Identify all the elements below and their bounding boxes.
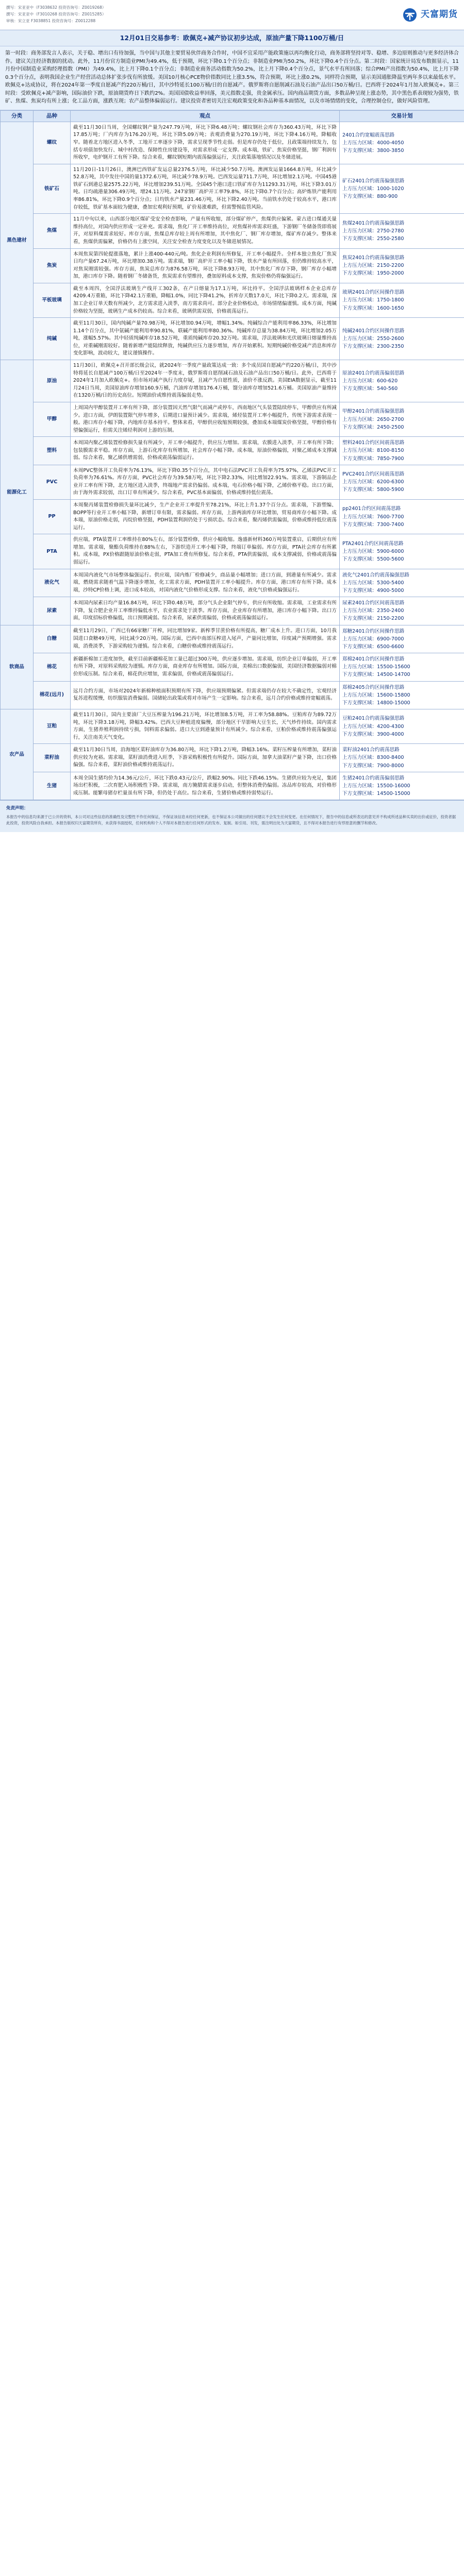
plan-resistance: 上方压力区域：8300-8400 bbox=[342, 755, 404, 761]
table-row bbox=[1, 214, 464, 248]
plan-cell bbox=[340, 597, 464, 625]
view-cell: 截至11月30日当周，全国螺纹钢产量为247.79万吨，环比下降6.48万吨；螺纹钢社会库存为360.43万吨，环比下降17.85万吨；厂内库存为176.20万吨，环比下降5.09万吨；表观消费量为270.19万吨，环比下降4.16万吨，降幅收窄。随着北方地区进入冬季，工地开工率逐步下降，需求呈现季节性走弱。但是库存仍处于低位，且政策端持续发力，包括专项债加快发行、城中村改造、保障性住房建设等，对需求形成一定支撑。成本端，铁矿、焦炭价格坚挺，钢厂利润有所收窄，电炉钢开工有所下降。综合来看，螺纹钢短期内震荡偏强运行，关注政策落地情况以及冬储进展。 bbox=[71, 122, 340, 164]
view-cell: 本周全国生猪均价为14.36元/公斤，环比下跌0.43元/公斤，跌幅2.90%。同比下跌46.15%。生猪供应较为充足，集团场出栏积极，二次育肥入场积极性下降。需求端，南方腌腊需求逐步启动，但整体消费仍偏弱。冻品库存较高，对价格形成压制。能繁母猪存栏量虽有所下降，但仍处于高位。综合来看，生猪价格或维持弱势运行。 bbox=[71, 772, 340, 800]
sector-cell: 能源化工 bbox=[1, 360, 34, 625]
plan-strategy: PTA2401合约区间震荡思路 bbox=[342, 540, 404, 547]
plan-cell bbox=[340, 772, 464, 800]
plan-cell bbox=[340, 164, 464, 213]
plan-resistance: 上方压力区域：1000-1020 bbox=[342, 185, 404, 192]
plan-strategy: 原油2401合约震荡偏弱思路 bbox=[342, 370, 405, 376]
sector-cell: 农产品 bbox=[1, 709, 34, 800]
product-name-cell: 棉花 bbox=[34, 653, 71, 681]
plan-support: 下方支撑区域：1950-2000 bbox=[342, 270, 404, 277]
product-name-cell: 豆粕 bbox=[34, 709, 71, 743]
plan-cell bbox=[340, 437, 464, 465]
product-name-cell: 甲醇 bbox=[34, 402, 71, 436]
plan-strategy: 豆粕2401合约震荡偏强思路 bbox=[342, 716, 405, 722]
plan-strategy: 郑糖2401合约区间操作思路 bbox=[342, 628, 405, 634]
plan-resistance: 上方压力区域：2350-2400 bbox=[342, 608, 404, 614]
author-line-2: 撰写：宋亚亚中（F3010268 投资咨询号：Z0015285） bbox=[6, 12, 106, 17]
plan-strategy: 郑棉2401合约区间操作思路 bbox=[342, 656, 405, 663]
header-sector: 分类 bbox=[1, 110, 34, 122]
disclaimer-text: 本报告中的信息均来源于已公开的资料，本公司对这些信息的准确性及完整性不作任何保证，不保证该信息未经任何更新，也不保证本公司做出的任何建议不会发生任何变更。在任何情况下，报告中的信息或所表达的意见并不构成所述品种买卖的出价或征价，投资者据此投资，投资风险自我承担。本报告版权归天富期货所有，未获得书面授权，任何机构和个人不得对本报告进行任何形式的发布、复制。如引用、刊发，需注明出处为天富期货，且不得对本报告进行有悖原意的删节和修改。 bbox=[6, 814, 456, 826]
view-cell: 截至本周四，全国浮法玻璃生产线开工302条，在产日熔量为17.1万吨，环比持平。全国浮法玻璃样本企业总库存4209.4万重箱，环比下降42.1万重箱，降幅1.0%，同比下降41.2%，折库存天数17.0天，环比下降0.2天。需求端，深加工企业订单天数有所减少，北方需求进入淡季，南方需求尚可。部分企业价格松动，市场情绪偏谨慎。成本方面，纯碱价格较为坚挺，玻璃生产成本仍较高。综合来看，玻璃供需双弱，价格震荡运行。 bbox=[71, 283, 340, 317]
brand-name: 天富期货 bbox=[421, 9, 458, 20]
plan-support: 下方支撑区域：6500-6600 bbox=[342, 643, 404, 650]
view-cell: 截至11月29日，广西已有66家糖厂开榨，同比增加9家。新榨季甘蔗价格有所提高，糖厂成本上升。进口方面，10月我国进口食糖49万吨，同比减少20万吨。国际方面，巴西中南部压榨进入尾声，产量同比增加，印度减产预期增强。需求端，消费淡季，下游采购较为谨慎。综合来看，白糖价格或维持震荡运行。 bbox=[71, 625, 340, 653]
table-row bbox=[1, 402, 464, 436]
view-cell: 供应端，PTA装置开工率维持在80%左右，部分装置检修，供应小幅收缩。逸盛新材料360万吨装置重启，后期供应有所增加。需求端，聚酯负荷维持在88%左右，下游织造开工率小幅下降，终端订单偏弱。库存方面，PTA社会库存有所累积。成本端，PX价格跟随原油价格走弱，PTA加工费有所修复。综合来看，PTA供需偏弱，成本支撑减弱，价格或震荡偏弱运行。 bbox=[71, 534, 340, 569]
plan-resistance: 上方压力区域：2750-2780 bbox=[342, 228, 404, 234]
plan-cell bbox=[340, 534, 464, 569]
plan-strategy: 甲醇2401合约震荡偏强思路 bbox=[342, 409, 405, 415]
view-cell: 本周PVC整体开工负荷率为76.13%，环比下降0.35个百分点，其中电石法PVC开工负荷率为75.97%，乙烯法PVC开工负荷率为76.61%。库存方面，PVC社会库存为39.58万吨，环比下降2.33%，同比增加22.91%。需求端，下游制品企业开工率有所下降，北方地区进入淡季，终端地产需求仍偏弱。成本端，电石价格小幅下降，乙烯价格平稳。出口方面，由于海外需求较弱，出口订单有所减少。综合来看，PVC基本面偏弱，价格或维持低位震荡。 bbox=[71, 465, 340, 499]
product-name-cell: 纯碱 bbox=[34, 318, 71, 360]
product-name-cell: PTA bbox=[34, 534, 71, 569]
plan-strategy: 矿石2401合约震荡偏强思路 bbox=[342, 178, 405, 184]
plan-support: 下方支撑区域：2300-2350 bbox=[342, 344, 404, 350]
plan-support: 下方支撑区域：14500-14700 bbox=[342, 672, 410, 678]
header-product: 品种 bbox=[34, 110, 71, 122]
product-name-cell: PP bbox=[34, 500, 71, 534]
table-row bbox=[1, 437, 464, 465]
plan-support: 下方支撑区域：2450-2500 bbox=[342, 424, 404, 430]
table-row bbox=[1, 681, 464, 709]
product-name-cell: 棉花(远月) bbox=[34, 681, 71, 709]
view-cell: 11月20日-11月26日，澳洲巴西铁矿发运总量2376.5万吨，环比减少50.7万吨。澳洲发运量1664.8万吨，环比减少52.8万吨，其中发往中国的量1372.6万吨，环比减少78.9万吨。巴西发运量711.7万吨，环比增加2.1万吨。中国45港铁矿石到港总量2575.22万吨，环比增加239.51万吨。全国45个港口进口铁矿库存为11293.31万吨，环比下降3.01万吨。日均疏港量306.49万吨，增24.11万吨。247家钢厂高炉开工率79.8%，环比下降0.7个百分点；高炉炼铁产能利用率86.81%，环比下降0.9个百分点；日均铁水产量231.46万吨，环比下降2.40万吨。当前铁水仍处于较高水平，港口库存较低，铁矿基本面较为健康，叠加宏观利好预期，矿价易涨难跌，但需警惕监管风险。 bbox=[71, 164, 340, 213]
product-name-cell: 尿素 bbox=[34, 597, 71, 625]
table-row bbox=[1, 597, 464, 625]
plan-cell bbox=[340, 214, 464, 248]
product-name-cell: 焦炭 bbox=[34, 248, 71, 283]
plan-support: 下方支撑区域：14500-15000 bbox=[342, 791, 410, 797]
plan-resistance: 上方压力区域：8100-8150 bbox=[342, 448, 404, 454]
plan-support: 下方支撑区域：7300-7400 bbox=[342, 521, 404, 528]
brand-logo-icon bbox=[402, 7, 418, 23]
table-row bbox=[1, 744, 464, 772]
disclaimer-title: 免责声明： bbox=[6, 806, 28, 811]
trading-reference-table bbox=[0, 110, 464, 801]
market-summary: 第一时段：商务部发言人表示，关于稳、增出口有待加强，当中国与其他主要贸易伙伴商务合作时，中国不宜采用产能政策施以再均衡化行动，商务部将坚持对等、稳增、多边原则推动与更多经济体合作。建议关注经济数据的扰动。此外，11月份官方制造业PMI为49.4%，低于预期，环比下降0.1个百分点；非制造业PMI为50.2%，环比下降0.4个百分点。第二时段：国家统计局发布数据显示，11月份中国制造业采购经理指数（PMI）为49.4%，比上月下降0.1个百分点；非制造业商务活动指数为50.2%，比上月下降0.4个百分点，景气水平有所回落；综合PMI产出指数为50.4%，比上月下降0.3个百分点，表明我国企业生产经营活动总体扩张步伐有所放缓。美国10月核心PCE物价指数同比上涨3.5%，符合预期，环比上涨0.2%，同样符合预期，显示美国通胀降温至两年多以来最低水平。欧佩克+达成协议，将在2024年第一季度自愿减产约220万桶/日，其中沙特延长100万桶/日的自愿减产。俄罗斯将自愿削减石油及石油产品出口50万桶/日。巴西将于2024年1月加入欧佩克+。第三时段：受欧佩克+减产影响，国际油价下跌，原油期货昨日下跌约2%。美国国债收益率回落，美元指数走强，贵金属承压。国内商品期货方面，多数品种呈现上涨态势，其中黑色系表现较为强势，铁矿、焦煤、焦炭均有所上涨；化工品方面，涨跌互现；农产品整体偏弱运行。建议投资者密切关注宏观政策变化和各品种基本面情况，以及市场情绪的变化，合理控制仓位，做好风险管理。 bbox=[0, 46, 464, 110]
author-info bbox=[6, 5, 106, 25]
product-name-cell: 液化气 bbox=[34, 569, 71, 597]
view-cell: 本周国内尿素日均产量16.84万吨，环比下降0.48万吨，部分气头企业限气停车，供应有所收缩。需求端，工业需求有所下降，复合肥企业开工率维持偏低水平，农业需求处于淡季。库存方面，企业库存有所增加，港口库存小幅下降。出口方面，印度招标价格偏低，出口预期减弱。综合来看，尿素供需偏弱，价格或震荡偏弱运行。 bbox=[71, 597, 340, 625]
plan-cell bbox=[340, 681, 464, 709]
plan-support: 下方支撑区域：2550-2580 bbox=[342, 235, 404, 242]
plan-resistance: 上方压力区域：6900-7000 bbox=[342, 636, 404, 642]
table-row bbox=[1, 709, 464, 743]
table-row bbox=[1, 653, 464, 681]
plan-resistance: 上方压力区域：7600-7700 bbox=[342, 514, 404, 520]
plan-strategy: 焦炭2401合约震荡偏强思路 bbox=[342, 255, 405, 261]
plan-support: 下方支撑区域：880-900 bbox=[342, 194, 398, 200]
product-name-cell: 铁矿石 bbox=[34, 164, 71, 213]
plan-strategy: 尿素2401合约区间震荡思路 bbox=[342, 600, 405, 606]
table-row bbox=[1, 318, 464, 360]
plan-strategy: 纯碱2401合约区间操作思路 bbox=[342, 328, 405, 334]
plan-strategy: 菜籽油2401合约震荡思路 bbox=[342, 747, 400, 753]
view-cell: 远月合约方面，市场对2024年新棉种植面积预期有所下降，供应端预期偏紧。但需求端仍存在较大不确定性，宏观经济复苏进程缓慢，纺织服装消费偏弱。国储轮出政策或将对市场产生一定影响。综合来看，远月合约价格或维持宽幅震荡。 bbox=[71, 681, 340, 709]
product-name-cell: 白糖 bbox=[34, 625, 71, 653]
view-cell: 本周国内液化气市场整体偏强运行。供应端，国内炼厂检修减少，商品量小幅增加；进口方面，到港量有所减少。需求端，燃烧需求随着气温下降逐步增加，化工需求方面，PDH装置开工率小幅提升。库存方面，港口库存有所下降。成本端，沙特CP价格上调，进口成本较高，对国内液化气价格形成支撑。综合来看，液化气价格或偏强运行。 bbox=[71, 569, 340, 597]
view-cell: 上周国内甲醇装置开工率有所下降，部分装置因天然气限气而减产或停车，西南地区气头装置陆续停车，甲醇供应有所减少。进口方面，伊朗装置限气停车增多，后期进口量预计减少。需求端，烯烃装置开工率小幅提升，传统下游需求表现一般。港口库存小幅下降，内地库存基本持平。整体来看，甲醇供应收缩预期较强，叠加成本端煤炭价格坚挺，甲醇价格有望偏强运行，但需关注烯烃利润对上游的压制。 bbox=[71, 402, 340, 436]
view-cell: 截至11月30日，国内纯碱产量70.98万吨，环比增加0.94万吨，增幅1.34%。纯碱综合产能利用率86.33%，环比增加1.14个百分点，其中氨碱产能利用率90.81%，联碱产能利用率80.36%。纯碱库存总量为38.84万吨，环比增加2.05万吨，涨幅5.57%。其中轻质纯碱库存18.52万吨，重质纯碱库存20.32万吨。需求端，浮法玻璃和光伏玻璃日熔量维持高位，对重碱刚需较好。随着新增产能陆续释放，纯碱供应压力逐步增加，库存开始累积。短期纯碱价格受减产消息和库存变化影响，波动较大，建议谨慎操作。 bbox=[71, 318, 340, 360]
plan-support: 下方支撑区域：4900-5000 bbox=[342, 587, 404, 594]
product-name-cell: 生猪 bbox=[34, 772, 71, 800]
plan-cell bbox=[340, 465, 464, 499]
plan-support: 下方支撑区域：1600-1650 bbox=[342, 305, 404, 311]
table-row bbox=[1, 569, 464, 597]
table-body bbox=[1, 122, 464, 800]
product-name-cell: 平板玻璃 bbox=[34, 283, 71, 317]
plan-support: 下方支撑区域：5800-5900 bbox=[342, 487, 404, 493]
plan-strategy: 2401合约宽幅震荡思路 bbox=[342, 132, 395, 138]
plan-strategy: 焦煤2401合约震荡偏强思路 bbox=[342, 220, 405, 226]
plan-resistance: 上方压力区域：2150-2200 bbox=[342, 263, 404, 269]
plan-support: 下方支撑区域：3800-3850 bbox=[342, 147, 404, 154]
table-row bbox=[1, 534, 464, 569]
product-name-cell: 原油 bbox=[34, 360, 71, 402]
product-name-cell: 螺纹 bbox=[34, 122, 71, 164]
plan-strategy: 玻璃2401合约区间操作思路 bbox=[342, 290, 405, 296]
plan-cell bbox=[340, 283, 464, 317]
plan-cell bbox=[340, 318, 464, 360]
plan-strategy: 塑料2401合约区间震荡思路 bbox=[342, 440, 405, 446]
table-row bbox=[1, 248, 464, 283]
plan-resistance: 上方压力区域：4200-4300 bbox=[342, 723, 404, 730]
author-line-1: 撰写：宋亚亚中（F3038632 投资咨询号：Z0019268） bbox=[6, 5, 106, 10]
table-row bbox=[1, 625, 464, 653]
table-row bbox=[1, 465, 464, 499]
view-cell: 截至11月30日当周，沿海地区菜籽油库存为36.80万吨，环比下降1.2万吨，降幅3.16%。菜籽压榨量有所增加，菜籽油供应较为充裕。需求端，菜籽油消费进入旺季，下游采购积极性有所提升。国际方面，加拿大油菜籽产量下降，出口价格偏强。综合来看，菜籽油价格或维持震荡运行。 bbox=[71, 744, 340, 772]
plan-strategy: 生猪2401合约震荡偏弱思路 bbox=[342, 775, 405, 781]
plan-resistance: 上方压力区域：2650-2700 bbox=[342, 416, 404, 422]
header-plan: 交易计划 bbox=[340, 110, 464, 122]
plan-cell bbox=[340, 402, 464, 436]
disclaimer bbox=[0, 800, 464, 832]
reviewer-line: 审核：宋立亚 F3038851 投资咨询号：Z0012288 bbox=[6, 18, 96, 23]
table-row bbox=[1, 772, 464, 800]
plan-cell bbox=[340, 122, 464, 164]
plan-support: 下方支撑区域：7850-7900 bbox=[342, 455, 404, 462]
plan-resistance: 上方压力区域：15500-15600 bbox=[342, 664, 410, 670]
plan-cell bbox=[340, 360, 464, 402]
plan-cell bbox=[340, 625, 464, 653]
plan-resistance: 上方压力区域：4000-4050 bbox=[342, 140, 404, 146]
plan-cell bbox=[340, 653, 464, 681]
plan-resistance: 上方压力区域：15500-16000 bbox=[342, 783, 410, 789]
plan-strategy: pp2401合约区间震荡思路 bbox=[342, 506, 401, 512]
plan-resistance: 上方压力区域：15600-15800 bbox=[342, 692, 410, 698]
report-header bbox=[0, 0, 464, 30]
table-row bbox=[1, 360, 464, 402]
plan-cell bbox=[340, 248, 464, 283]
product-name-cell: 焦煤 bbox=[34, 214, 71, 248]
sector-cell: 软商品 bbox=[1, 625, 34, 709]
view-cell: 截至11月30日，国内主要油厂大豆压榨量为196.21万吨，环比增加8.5万吨，开工率为58.88%。豆粕库存为89.72万吨，环比下降3.18万吨，降幅3.42%。巴西大豆种植进度偏慢，部分地区干旱影响大豆生长，天气炒作持续。国内需求方面，生猪养殖利润持续亏损，饲料需求偏弱。进口大豆到港量预计有所减少。综合来看，豆粕价格或维持震荡偏强运行，关注南美天气变化。 bbox=[71, 709, 340, 743]
header-view: 观点 bbox=[71, 110, 340, 122]
product-name-cell: 塑料 bbox=[34, 437, 71, 465]
plan-support: 下方支撑区域：14800-15000 bbox=[342, 700, 410, 706]
product-name-cell: 菜籽油 bbox=[34, 744, 71, 772]
plan-strategy: 液化气2401合约震荡偏强思路 bbox=[342, 572, 409, 578]
report-page bbox=[0, 0, 464, 832]
plan-strategy: PVC2401合约区间震荡思路 bbox=[342, 471, 405, 478]
table-row bbox=[1, 500, 464, 534]
brand-logo-block bbox=[402, 7, 458, 23]
plan-strategy: 郑棉2405合约区间操作思路 bbox=[342, 684, 405, 690]
plan-cell bbox=[340, 709, 464, 743]
plan-resistance: 上方压力区域：1750-1800 bbox=[342, 297, 404, 303]
plan-resistance: 上方压力区域：2550-2600 bbox=[342, 336, 404, 342]
view-cell: 本周聚丙烯装置检修损失量环比减少，生产企业开工率提升至78.21%，环比上升1.37个百分点。需求端，下游塑编、BOPP等行业开工率小幅下降，新增订单有限，需求偏弱。库存方面，上游两油库存环比增加，贸易商库存小幅下降。成本端，原油价格走弱，丙烷价格坚挺，PDH装置利润仍处于亏损状态。综合来看，聚丙烯供需偏弱，价格或维持低位震荡运行。 bbox=[71, 500, 340, 534]
table-header-row bbox=[1, 110, 464, 122]
plan-support: 下方支撑区域：540-560 bbox=[342, 386, 398, 392]
plan-cell bbox=[340, 569, 464, 597]
plan-resistance: 上方压力区域：600-620 bbox=[342, 378, 398, 384]
table-row bbox=[1, 283, 464, 317]
report-title: 12月01日交易参考：欧佩克+减产协议初步达成，原油产量下降1100万桶/日 bbox=[0, 30, 464, 46]
plan-support: 下方支撑区域：3900-4000 bbox=[342, 731, 404, 737]
sector-cell: 黑色建材 bbox=[1, 122, 34, 360]
plan-resistance: 上方压力区域：5300-5400 bbox=[342, 580, 404, 586]
plan-resistance: 上方压力区域：6200-6300 bbox=[342, 479, 404, 485]
view-cell: 本周国内聚乙烯装置检修损失量有所减少，开工率小幅提升，供应压力增加。需求端，农膜进入淡季，开工率有所下降；包装膜需求平稳。库存方面，上游石化库存有所增加，社会库存小幅下降。成本端，原油价格偏弱，对聚乙烯成本支撑减弱。综合来看，聚乙烯供增需弱，价格或震荡偏弱运行。 bbox=[71, 437, 340, 465]
view-cell: 11月30日，欧佩克+召开部长级会议，就2024年一季度产量政策达成一致：多个成员国自愿减产约220万桶/日，其中沙特将延长自愿减产100万桶/日至2024年一季度末，俄罗斯将自愿削减石油及石油产品出口50万桶/日。此外，巴西将于2024年1月加入欧佩克+。但市场对减产执行力度存疑，且减产为自愿性质，油价不涨反跌。美国EIA数据显示，截至11月24日当周，美国原油库存增加160.9万桶，汽油库存增加176.4万桶，馏分油库存增加521.6万桶。美国原油产量维持在1320万桶/日的历史高位。短期油价或维持震荡偏弱走势。 bbox=[71, 360, 340, 402]
table-row bbox=[1, 122, 464, 164]
plan-support: 下方支撑区域：2150-2200 bbox=[342, 616, 404, 622]
table-row bbox=[1, 164, 464, 213]
view-cell: 11月中旬以来，山西部分地区煤矿受安全检查影响，产量有所收缩，部分煤矿停产，焦煤供应偏紧。蒙古进口煤通关量维持高位，对国内供应形成一定补充。需求端，焦化厂开工率维持高位，对焦煤补库需求旺盛，下游钢厂冬储备货即将展开，对原料煤需求较好。库存方面，焦煤总库存较上周有所增加，其中焦化厂、钢厂库存增加，煤矿库存减少。整体来看，焦煤供需偏紧，价格仍有上涨空间，关注安全检查力度变化以及冬储进展情况。 bbox=[71, 214, 340, 248]
plan-support: 下方支撑区域：5500-5600 bbox=[342, 556, 404, 563]
view-cell: 新疆新棉加工进度加快，截至目前新疆棉花加工量已超过300万吨，供应逐步增加。需求端，纺织企业订单偏弱，开工率有所下降，对原料采购较为谨慎。库存方面，商业库存有所增加。国际方面，美棉出口数据偏弱，美国经济数据偏弱对棉价形成压制。综合来看，棉花供应增加，需求偏弱，价格或震荡偏弱运行。 bbox=[71, 653, 340, 681]
plan-support: 下方支撑区域：7900-8000 bbox=[342, 762, 404, 769]
plan-resistance: 上方压力区域：5900-6000 bbox=[342, 548, 404, 554]
plan-cell bbox=[340, 744, 464, 772]
product-name-cell: PVC bbox=[34, 465, 71, 499]
view-cell: 本周焦炭第四轮提涨落地，累计上涨400-440元/吨。焦化企业利润有所修复，开工率小幅提升。全样本独立焦化厂焦炭日均产量67.24万吨，环比增加0.38万吨。需求端，钢厂高炉开工率小幅下降，铁水产量有所回落，但仍维持较高水平，对焦炭刚需较强。库存方面，焦炭总库存为876.58万吨，环比下降8.93万吨，其中焦化厂库存下降，钢厂库存小幅增加，港口库存下降。随着钢厂冬储备货，焦炭需求有望维持，叠加原料成本支撑，焦炭价格仍将偏强运行。 bbox=[71, 248, 340, 283]
plan-cell bbox=[340, 500, 464, 534]
